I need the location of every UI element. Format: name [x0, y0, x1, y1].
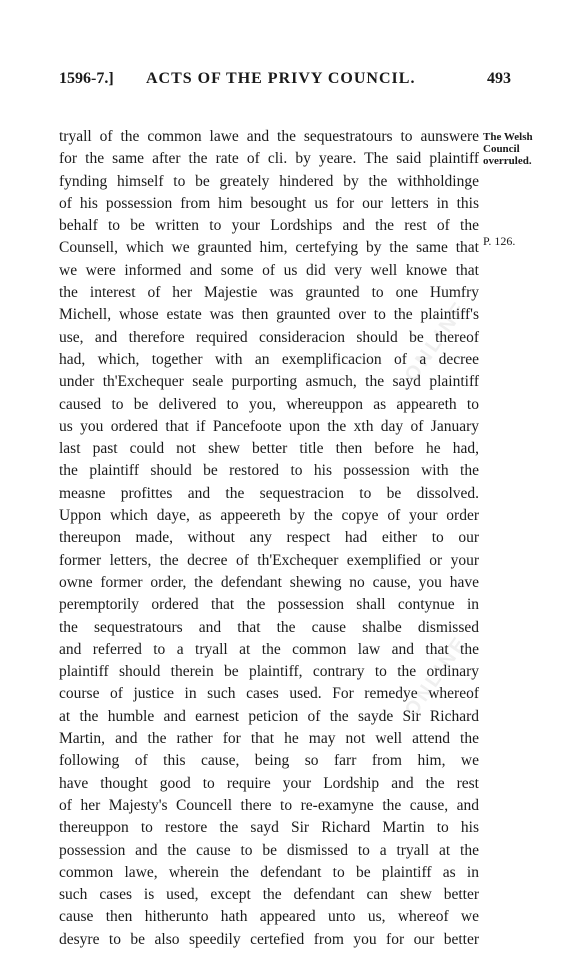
body-line: following of this cause, being so farr from him, we	[59, 752, 479, 770]
body-line: the plaintiff should be restored to his possession with the	[59, 462, 479, 480]
body-line: possession and the cause to be dismissed to a tryall at the	[59, 841, 479, 859]
body-line: have thought good to require your Lordship and the rest	[59, 774, 479, 792]
margin-note-line: overruled.	[483, 155, 532, 167]
body-line: fynding himself to be greately hindered by the withholdinge	[59, 172, 479, 190]
body-line: Michell, whose estate was then graunted over to the plaintiff's	[59, 306, 479, 324]
body-line: such cases is used, except the defendant can shew better	[59, 886, 479, 904]
body-line: of her Majesty's Councell there to re-examyne the cause, and	[59, 796, 479, 814]
body-line: the sequestratours and that the cause shalbe dismissed	[59, 618, 479, 636]
body-line: caused to be delivered to you, whereuppon as appeareth to	[59, 395, 479, 413]
body-line: plaintiff should therein be plaintiff, contrary to the ordinary	[59, 663, 479, 681]
margin-note-line: The Welsh	[483, 131, 533, 143]
body-line: measne profittes and the sequestracion to be dissolved.	[59, 484, 479, 502]
body-line: for the same after the rate of cli. by yeare. The said plaintiff	[59, 150, 479, 168]
body-line: former letters, the decree of th'Exchequer exemplified or your	[59, 551, 479, 569]
body-line: cause then hitherunto hath appeared unto us, whereof we	[59, 908, 479, 926]
body-line: course of justice in such cases used. For remedye whereof	[59, 685, 479, 703]
body-line: under th'Exchequer seale purporting asmuch, the sayd plaintiff	[59, 373, 479, 391]
body-line: Uppon which daye, as appeereth by the copye of your order	[59, 507, 479, 525]
body-line: last past could not shew better title then before he had,	[59, 440, 479, 458]
body-text	[59, 126, 479, 951]
body-line: peremptorily ordered that the possession shall contynue in	[59, 596, 479, 614]
margin-note-welsh-council	[483, 131, 533, 167]
body-line: had, which, together with an exemplificacion of a decree	[59, 350, 479, 368]
header-year: 1596-7.]	[59, 70, 114, 87]
margin-page-reference: P. 126.	[483, 234, 516, 248]
watermark-lower: ONLINE	[400, 631, 473, 721]
body-line: the interest of her Majestie was graunted to one Humfry	[59, 284, 479, 302]
body-line: desyre to be also speedily certefied from you for our better	[59, 930, 479, 948]
body-line: thereupon made, without any respect had either to our	[59, 529, 479, 547]
body-line: we were informed and some of us did very well knowe that	[59, 261, 479, 279]
body-line: behalf to be written to your Lordships and the rest of the	[59, 217, 479, 235]
body-line: use, and therefore required consideracion should be thereof	[59, 328, 479, 346]
body-line: Martin, and the rather for that he may not well attend the	[59, 730, 479, 748]
running-title: ACTS OF THE PRIVY COUNCIL.	[146, 70, 416, 87]
body-line: at the humble and earnest peticion of the sayde Sir Richard	[59, 707, 479, 725]
watermark-upper: ONLINE	[400, 296, 473, 386]
body-line: and referred to a tryall at the common law and that the	[59, 640, 479, 658]
body-line: common lawe, wherein the defendant to be plaintiff as in	[59, 863, 479, 881]
body-line: owne former order, the defendant shewing no cause, you have	[59, 573, 479, 591]
body-line: Counsell, which we graunted him, certefying by the same that	[59, 239, 479, 257]
body-line: tryall of the common lawe and the sequestratours to aunswere	[59, 128, 479, 145]
body-line: us you ordered that if Pancefoote upon the xth day of January	[59, 417, 479, 435]
body-line: of his possession from him besought us for our letters in this	[59, 194, 479, 212]
page-number: 493	[487, 70, 511, 87]
margin-note-line: Council	[483, 143, 520, 155]
body-line: thereuppon to restore the sayd Sir Richard Martin to his	[59, 819, 479, 837]
